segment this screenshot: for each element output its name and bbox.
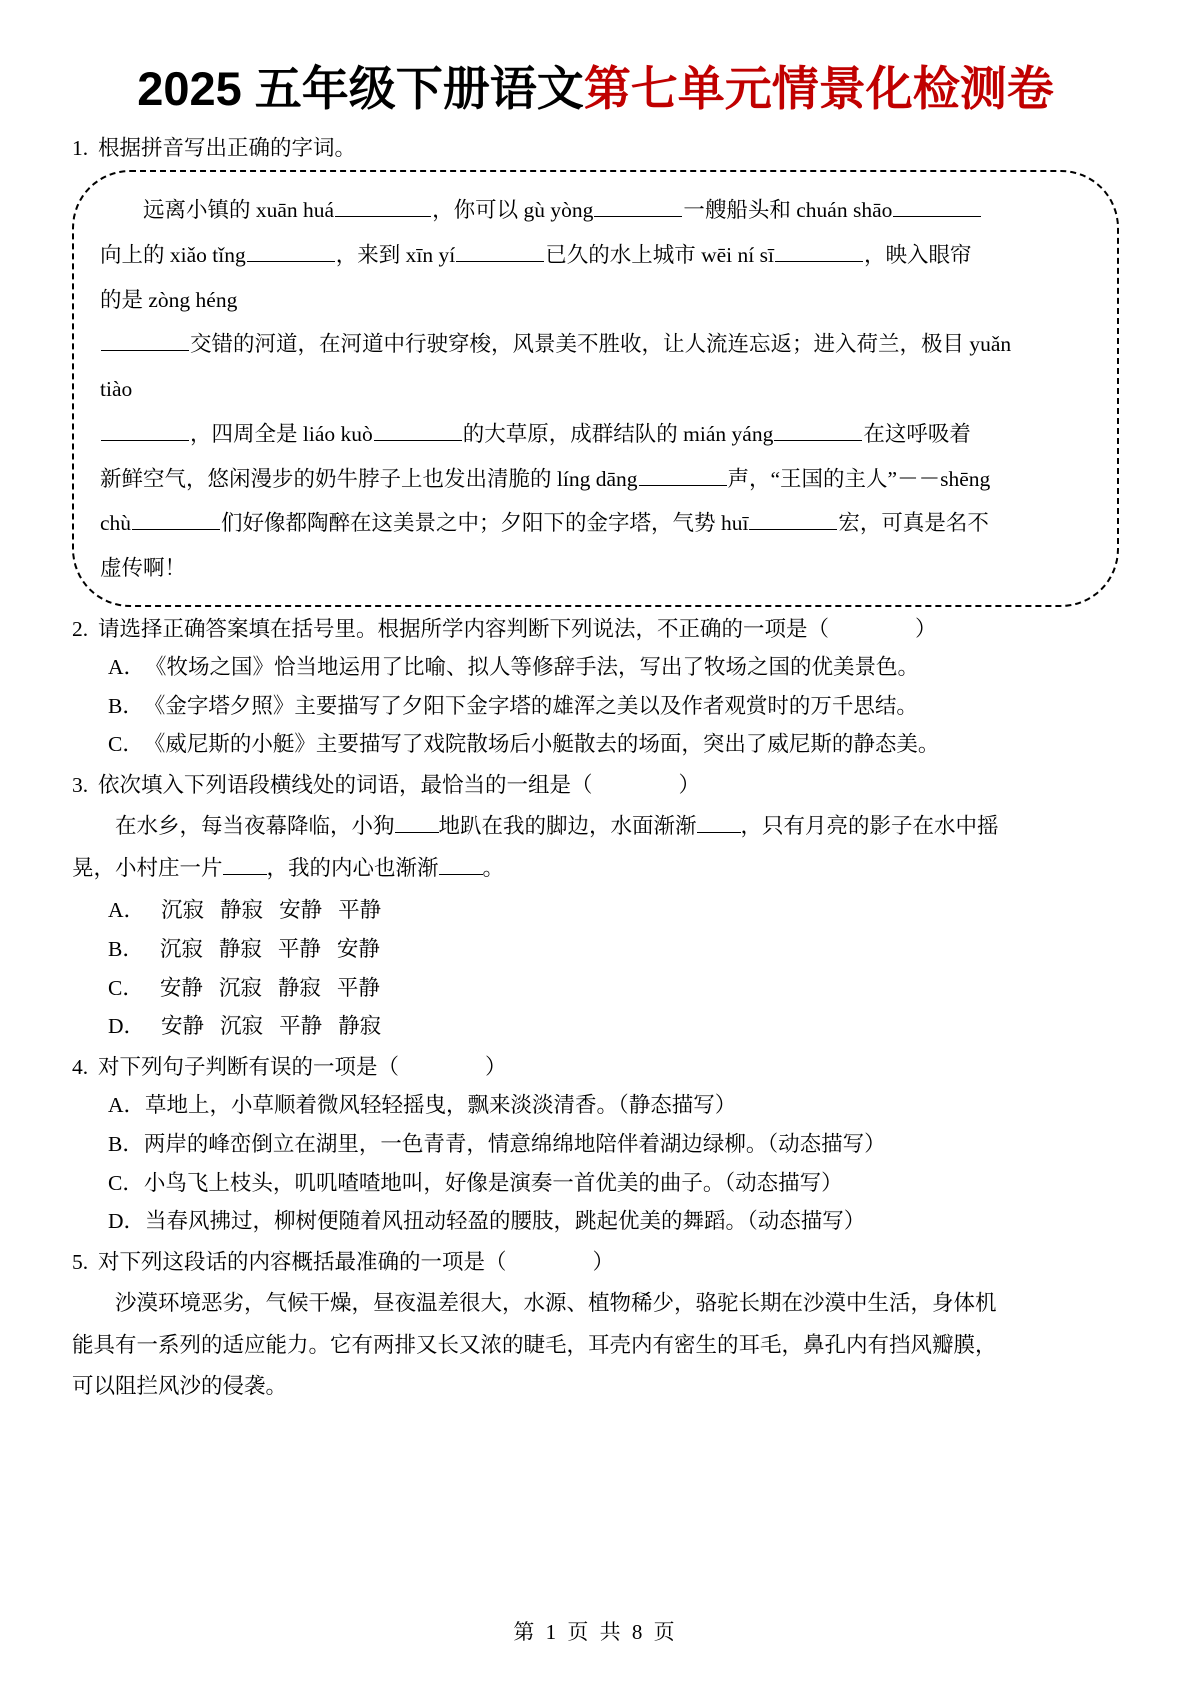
passage-text: 地趴在我的脚边，水面渐渐 (438, 814, 697, 839)
question-4-number: 4. (72, 1055, 89, 1080)
answer-parenthesis[interactable] (593, 769, 679, 801)
option-word: 平静 (279, 1014, 323, 1039)
passage-line-4 (100, 322, 1091, 367)
option-label: B． (108, 693, 144, 718)
option-word: 沉寂 (159, 937, 203, 962)
option-label: C． (108, 732, 144, 757)
answer-parenthesis[interactable] (829, 613, 915, 645)
passage-text: 在水乡，每当夜幕降临，小狗 (115, 814, 395, 839)
option-word: 沉寂 (218, 975, 262, 1000)
question-3-option-c[interactable] (72, 972, 1119, 1005)
passage-text: 宏，可真是名不 (838, 511, 989, 536)
question-3-passage-cont (72, 849, 1119, 889)
answer-blank[interactable] (774, 417, 862, 441)
option-word: 平静 (277, 937, 321, 962)
answer-blank[interactable] (456, 238, 544, 262)
passage-line-3 (100, 278, 1091, 323)
pinyin-hui: huī (720, 511, 749, 536)
question-1-prompt: 根据拼音写出正确的字词。 (98, 136, 357, 161)
question-1-passage-box (72, 170, 1119, 606)
question-3-option-a[interactable] (72, 894, 1119, 927)
option-label: B． (108, 1131, 144, 1156)
pinyin-chu: chù (100, 511, 132, 536)
passage-text: 。 (482, 855, 505, 880)
pinyin-tiao: tiào (100, 377, 133, 402)
question-2-prompt: 请选择正确答案填在括号里。根据所学内容判断下列说法，不正确的一项是（ (98, 616, 830, 641)
passage-text: 一艘船头和 (683, 198, 797, 223)
option-label: B． (108, 937, 144, 962)
option-text: 小鸟飞上枝头，叽叽喳喳地叫，好像是演奏一首优美的曲子。（动态描写） (143, 1170, 843, 1195)
question-2-option-b[interactable] (72, 690, 1119, 723)
answer-blank[interactable] (223, 852, 267, 875)
title-red-segment: 第七单元情景化检测卷 (583, 62, 1054, 115)
option-word: 平静 (336, 975, 380, 1000)
option-text: 《金字塔夕照》主要描写了夕阳下金字塔的雄浑之美以及作者观赏时的万千思结。 (143, 693, 918, 718)
passage-text: ，我的内心也渐渐 (266, 855, 439, 880)
answer-blank[interactable] (101, 328, 189, 352)
answer-blank[interactable] (395, 810, 439, 833)
option-text: 两岸的峰峦倒立在湖里，一色青青，情意绵绵地陪伴着湖边绿柳。（动态描写） (143, 1131, 886, 1156)
pinyin-xuanhua: xuān huá (255, 198, 335, 223)
pinyin-xiaoting: xiǎo tǐng (169, 243, 246, 268)
answer-blank[interactable] (775, 238, 863, 262)
passage-line-8 (100, 501, 1091, 546)
answer-blank[interactable] (594, 194, 682, 218)
option-word: 沉寂 (161, 898, 205, 923)
question-2-prompt-end: ） (915, 616, 937, 641)
page-title (72, 62, 1119, 116)
option-text: 草地上，小草顺着微风轻轻摇曳，飘来淡淡清香。（静态描写） (145, 1093, 737, 1118)
answer-parenthesis[interactable] (399, 1051, 485, 1083)
question-4-prompt-end: ） (485, 1055, 507, 1080)
question-4-option-d[interactable] (72, 1205, 1119, 1238)
question-4-prompt: 对下列句子判断有误的一项是（ (98, 1055, 400, 1080)
pinyin-liaokuo: liáo kuò (302, 421, 373, 446)
question-3-number: 3. (72, 773, 89, 798)
question-5-passage-line-3: 可以阻拦风沙的侵袭。 (72, 1374, 288, 1399)
question-5-number: 5. (72, 1250, 89, 1274)
question-1-number: 1. (72, 136, 89, 161)
option-word: 安静 (161, 1014, 205, 1039)
passage-text: ，四周全是 (190, 421, 303, 446)
answer-blank[interactable] (893, 194, 981, 218)
option-label: D． (108, 1014, 146, 1039)
question-2-option-c[interactable] (72, 728, 1119, 761)
question-3-heading (72, 769, 1119, 801)
passage-text: 远离小镇的 (143, 198, 256, 223)
passage-text: 的是 (100, 287, 149, 312)
pinyin-sheng: shēng (940, 466, 991, 491)
question-2-heading (72, 613, 1119, 645)
question-3-option-d[interactable] (72, 1010, 1119, 1043)
passage-text: 的大草原，成群结队的 (462, 421, 684, 446)
passage-text: 向上的 (100, 243, 170, 268)
answer-blank[interactable] (247, 238, 335, 262)
pinyin-zongheng: zòng héng (148, 287, 238, 312)
question-4-option-c[interactable] (72, 1167, 1119, 1200)
passage-text: ，来到 (335, 243, 406, 268)
pinyin-lingdang: líng dāng (556, 466, 638, 491)
answer-blank[interactable] (439, 852, 483, 875)
option-text: 《威尼斯的小艇》主要描写了戏院散场后小艇散去的场面，突出了威尼斯的静态美。 (143, 732, 940, 757)
passage-text: 交错的河道，在河道中行驶穿梭，风景美不胜收，让人流连忘返；进入荷兰，极目 (190, 332, 970, 357)
option-word: 安静 (279, 898, 323, 923)
passage-text: 声，“王国的主人”－－ (727, 466, 941, 491)
passage-line-1 (100, 188, 1091, 233)
option-word: 平静 (338, 898, 382, 923)
option-label: C． (108, 975, 144, 1000)
passage-line-5 (100, 367, 1091, 412)
pinyin-mianyang: mián yáng (683, 421, 774, 446)
question-5-heading (72, 1246, 1119, 1278)
option-word: 静寂 (277, 975, 321, 1000)
passage-line-7 (100, 457, 1091, 502)
question-4-option-a[interactable] (72, 1089, 1119, 1122)
pinyin-weinisi: wēi ní sī (701, 243, 774, 268)
passage-line-9 (100, 546, 1091, 591)
question-4-heading (72, 1051, 1119, 1083)
pinyin-chuanshao: chuán shāo (796, 198, 893, 223)
question-4-option-b[interactable] (72, 1128, 1119, 1161)
pinyin-yuan: yuǎn (969, 332, 1012, 357)
title-black-segment: 2025 五年级下册语文 (137, 62, 584, 115)
answer-blank[interactable] (335, 194, 431, 218)
answer-blank[interactable] (697, 810, 741, 833)
question-5-prompt-end: ） (592, 1250, 615, 1274)
passage-text: 新鲜空气，悠闲漫步的奶牛脖子上也发出清脆的 (100, 466, 557, 491)
answer-blank[interactable] (101, 417, 189, 441)
question-3-prompt: 依次填入下列语段横线处的词语，最恰当的一组是（ (98, 773, 593, 798)
question-3-option-b[interactable] (72, 933, 1119, 966)
answer-blank[interactable] (749, 507, 837, 531)
page-footer: 第 1 页 共 8 页 (513, 1620, 678, 1644)
passage-text: 虚传啊！ (100, 556, 187, 581)
question-2-option-a[interactable] (72, 651, 1119, 684)
question-1-heading (72, 132, 1119, 164)
pinyin-guyong: gù yòng (523, 198, 594, 223)
option-word: 沉寂 (220, 1014, 264, 1039)
question-5-passage-line-1: 沙漠环境恶劣，气候干燥，昼夜温差很大，水源、植物稀少，骆驼长期在沙漠中生活，身体机 (115, 1291, 997, 1316)
option-label: A． (108, 655, 146, 680)
question-5-passage-line-2: 能具有一系列的适应能力。它有两排又长又浓的睫毛，耳壳内有密生的耳毛，鼻孔内有挡风瓣膜， (72, 1332, 997, 1357)
question-3-passage (72, 807, 1119, 847)
passage-text: 已久的水上城市 (545, 243, 702, 268)
answer-blank[interactable] (639, 462, 727, 486)
option-label: A． (108, 1093, 146, 1118)
option-label: D． (108, 1209, 146, 1234)
answer-blank[interactable] (132, 507, 220, 531)
passage-text: ，只有月亮的影子在水中摇 (740, 814, 999, 839)
option-word: 静寂 (218, 937, 262, 962)
answer-blank[interactable] (374, 417, 462, 441)
question-2-number: 2. (72, 616, 89, 641)
option-word: 安静 (159, 975, 203, 1000)
passage-line-2 (100, 233, 1091, 278)
passage-text: ，你可以 (432, 198, 524, 223)
option-text: 当春风拂过，柳树便随着风扭动轻盈的腰肢，跳起优美的舞蹈。（动态描写） (145, 1209, 866, 1234)
option-word: 安静 (336, 937, 380, 962)
option-label: C． (108, 1170, 144, 1195)
passage-text: 在这呼吸着 (863, 421, 971, 446)
option-word: 静寂 (338, 1014, 382, 1039)
passage-text: ，映入眼帘 (863, 243, 972, 268)
pinyin-xinyi: xīn yí (405, 243, 456, 268)
passage-text: 们好像都陶醉在这美景之中；夕阳下的金字塔，气势 (221, 511, 721, 536)
question-5-prompt: 对下列这段话的内容概括最准确的一项是（ (98, 1250, 507, 1274)
answer-parenthesis[interactable] (507, 1246, 593, 1278)
question-3-prompt-end: ） (678, 773, 701, 798)
option-word: 静寂 (220, 898, 264, 923)
passage-text: 晃，小村庄一片 (72, 855, 223, 880)
option-text: 《牧场之国》恰当地运用了比喻、拟人等修辞手法，写出了牧场之国的优美景色。 (145, 655, 920, 680)
passage-line-6 (100, 412, 1091, 457)
option-label: A． (108, 898, 146, 923)
